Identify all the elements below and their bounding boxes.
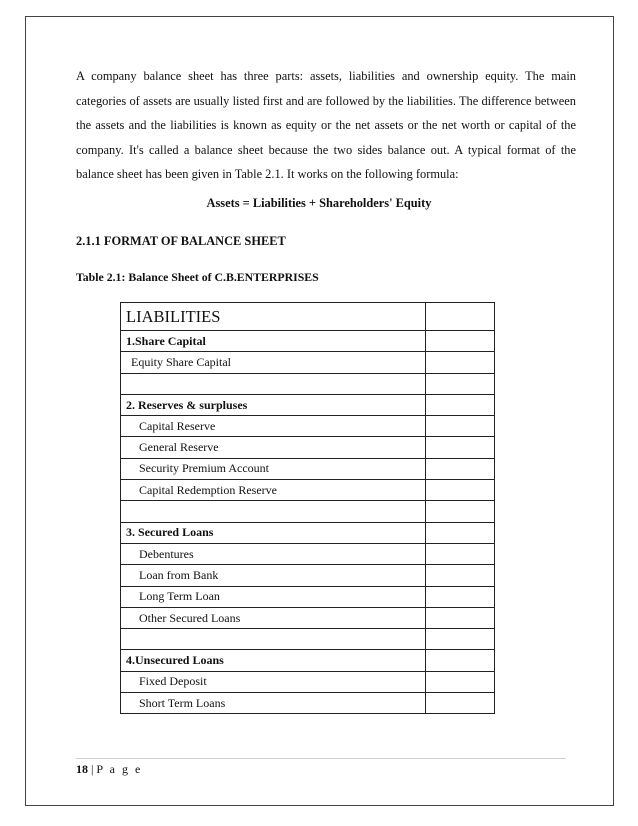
line-item-cell: General Reserve [121, 437, 426, 458]
amount-cell [426, 501, 495, 522]
footer-separator: | [91, 762, 94, 776]
line-item-cell: Security Premium Account [121, 458, 426, 479]
table-row [121, 331, 495, 352]
category-heading-cell: 3. Secured Loans [121, 522, 426, 543]
table-row [121, 437, 495, 458]
amount-cell [426, 373, 495, 394]
balance-sheet-table [120, 302, 495, 714]
table-row [121, 607, 495, 628]
footer-rule [76, 758, 566, 759]
table-header-row [121, 303, 495, 331]
line-item-cell: Other Secured Loans [121, 607, 426, 628]
amount-cell [426, 586, 495, 607]
table-row [121, 480, 495, 501]
line-item-cell: Capital Reserve [121, 416, 426, 437]
table-row [121, 650, 495, 671]
table-row [121, 522, 495, 543]
line-item-cell: Fixed Deposit [121, 671, 426, 692]
intro-paragraph: A company balance sheet has three parts: assets, liabilities and ownership equity. The main categories of assets are usually listed first and are followed by the liabilities. The difference between the assets and the liabilities is known as equity or the net assets or the net worth or capital of the company. It's called a balance sheet because the two sides balance out. A typical format of the balance sheet has been given in Table 2.1. It works on the following formula: [76, 69, 576, 181]
blank-cell [121, 373, 426, 394]
amount-cell [426, 522, 495, 543]
amount-cell [426, 331, 495, 352]
amount-cell [426, 394, 495, 415]
balance-sheet-formula: Assets = Liabilities + Shareholders' Equity [206, 196, 432, 210]
amount-cell [426, 352, 495, 373]
table-row [121, 458, 495, 479]
table-row [121, 586, 495, 607]
table-row [121, 565, 495, 586]
category-heading-cell: 1.Share Capital [121, 331, 426, 352]
section-heading: 2.1.1 FORMAT OF BALANCE SHEET [76, 234, 286, 248]
table-row [121, 543, 495, 564]
amount-cell [426, 303, 495, 331]
category-heading-cell: 4.Unsecured Loans [121, 650, 426, 671]
amount-cell [426, 629, 495, 650]
blank-cell [121, 501, 426, 522]
table-row [121, 416, 495, 437]
amount-cell [426, 607, 495, 628]
line-item-cell: Debentures [121, 543, 426, 564]
amount-cell [426, 416, 495, 437]
page-number: 18 [76, 762, 88, 776]
table-caption: Table 2.1: Balance Sheet of C.B.ENTERPRISES [76, 270, 319, 284]
line-item-cell: Long Term Loan [121, 586, 426, 607]
table-row [121, 373, 495, 394]
table-row [121, 671, 495, 692]
table-row [121, 693, 495, 714]
line-item-cell: Equity Share Capital [121, 352, 426, 373]
amount-cell [426, 480, 495, 501]
amount-cell [426, 671, 495, 692]
blank-cell [121, 629, 426, 650]
table-row [121, 629, 495, 650]
amount-cell [426, 437, 495, 458]
line-item-cell: Short Term Loans [121, 693, 426, 714]
liabilities-header: LIABILITIES [121, 303, 426, 331]
line-item-cell: Loan from Bank [121, 565, 426, 586]
table-row [121, 394, 495, 415]
amount-cell [426, 693, 495, 714]
amount-cell [426, 565, 495, 586]
line-item-cell: Capital Redemption Reserve [121, 480, 426, 501]
table-row [121, 352, 495, 373]
table-row [121, 501, 495, 522]
category-heading-cell: 2. Reserves & surpluses [121, 394, 426, 415]
page-footer [76, 762, 142, 777]
amount-cell [426, 650, 495, 671]
amount-cell [426, 543, 495, 564]
amount-cell [426, 458, 495, 479]
page-label: P a g e [96, 762, 143, 776]
